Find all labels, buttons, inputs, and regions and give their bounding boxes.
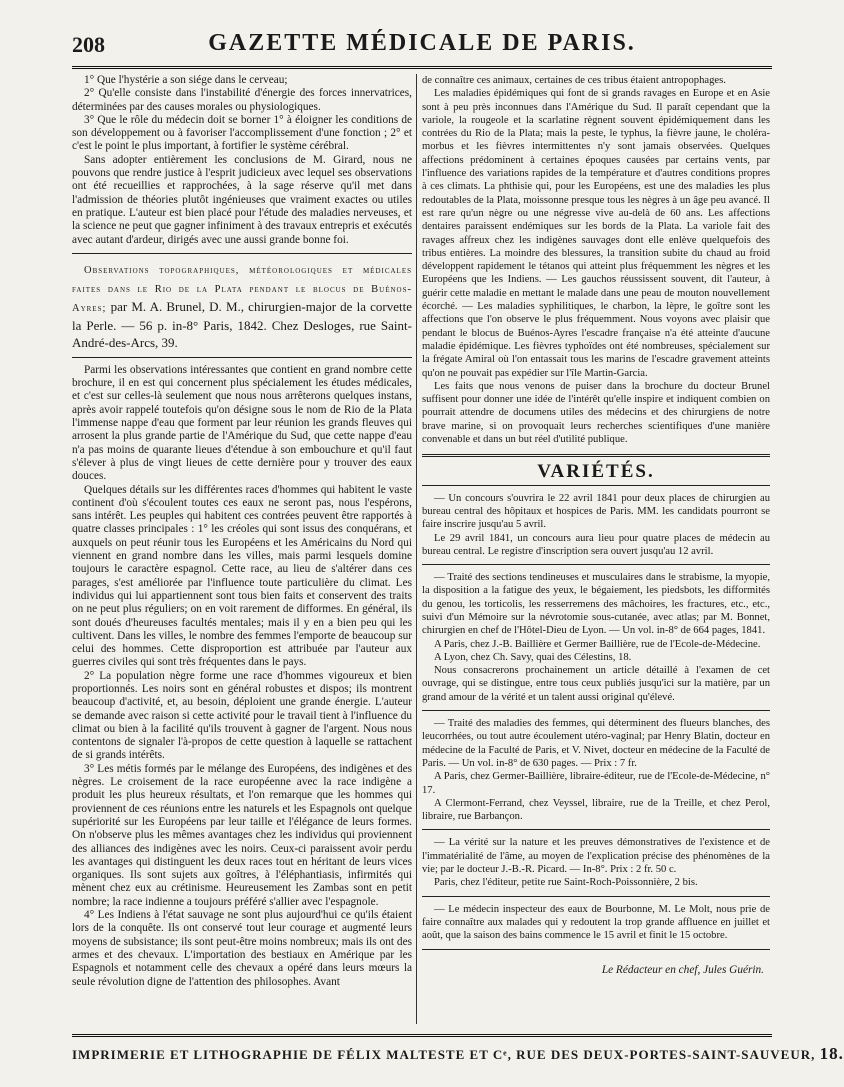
header-rule (72, 66, 772, 71)
paragraph: Quelques détails sur les différentes races d'hommes qui habitent le vaste continent d'où s'écoulent toutes ces eaux ne seront pas, nous l'espérons, sans intérêt. Les peuples qui habitent ces contrées peuvent être rapportés à quatre classes principales : 1° les créoles qui sont issus des conquérans, et auxquels on peut réunir tous les Européens et les Américains du Nord qui viennent en grand nombre dans les villes, mais parmi lesquels domine toujours le caractère espagnol. Cette race, au lieu de s'altérer dans ces parages, s'est améliorée par l'influence toute particulière du climat. Les individus qui lui appartiennent sont tous bien faits et conservent des traits on ne peut plus réguliers; on en voit rarement de difformes. En général, ils sont doués d'heureuses facultés mentales; mais il y en a bien peu qui les cultivent. Dans les villes, le nombre des femmes l'emporte de beaucoup sur celui des hommes. Cette disproportion est attribuée par l'auteur aux guerres civiles qui sont très fréquentes dans le pays. (72, 483, 412, 669)
section-separator (422, 454, 770, 457)
book-notice: — Traité des maladies des femmes, qui déterminent des flueurs blanches, des leucorrhées, ou tout autre écoulement utéro-vaginal; par Henry Blatin, docteur en médecine de la Faculté de Paris, et V. Nivet, docteur en médecine de la Faculté de Paris. — Un vol. in-8° de 630 pages. — Prix : 7 fr. (422, 718, 770, 769)
notice-separator (422, 710, 770, 711)
review-citation: par M. A. Brunel, D. M., chirurgien-major de la corvette la Perle. — 56 p. in-8° Paris, 1842. Chez Desloges, rue Saint-André-des-Arcs, 39. (72, 298, 413, 350)
paragraph: 1° Que l'hystérie a son siége dans le cerveau; (84, 74, 288, 86)
paragraph: 2° La population nègre forme une race d'hommes vigoureux et bien proportionnés. Les noirs sont en général robustes et dispos; ils montrent beaucoup d'activité, et, au besoin, déploient une grande énergie. L'auteur se demande avec raison si cette activité pour le travail tient à l'influence du climat ou bien à la facilité qu'ils trouvent à gagner de l'argent. Nous nous contentons de signaler l'à-propos de cette question à laquelle se rattachent de si grands intérêts. (72, 669, 412, 762)
notice: Le 29 avril 1841, un concours aura lieu pour quatre places de médecin au bureau central. Le registre d'inscription sera ouvert jusqu'au 12 avril. (422, 532, 770, 557)
imprint-text: IMPRIMERIE ET LITHOGRAPHIE DE FÉLIX MALTESTE ET Cᵉ, RUE DES DEUX-PORTES-SAINT-SAUVEUR, (72, 1047, 816, 1062)
notice: — Le médecin inspecteur des eaux de Bourbonne, M. Le Molt, nous prie de faire connaître aux malades qui y redoutent la trop grande affluence en juillet et août, que la saison des bains commence le 15 avril et finit le 15 octobre. (422, 903, 770, 942)
notice-separator (422, 564, 770, 565)
book-notice: — La vérité sur la nature et les preuves démonstratives de l'existence et de l'immatérialité de l'âme, au moyen de l'explication précise des phénomènes de la vie; par le docteur J.-B.-R. Picard. — In-8°. Prix : 2 fr. 50 c. (422, 837, 770, 876)
notice: — Un concours s'ouvrira le 22 avril 1841 pour deux places de chirurgien au bureau central des hôpitaux et hospices de Paris. MM. les candidats pourront se faire inscrire jusqu'au 5 avril. (422, 492, 770, 531)
journal-title: GAZETTE MÉDICALE DE PARIS. (208, 30, 636, 56)
printer-imprint (72, 1044, 844, 1064)
notice: A Lyon, chez Ch. Savy, quai des Célestins, 18. (434, 651, 632, 663)
column-divider (416, 74, 417, 1024)
notice-separator (422, 949, 770, 950)
page-header (72, 30, 772, 62)
paragraph: Parmi les observations intéressantes que contient en grand nombre cette brochure, il en est qui concernent plus spécialement les études médicales, et c'est sur celles-là seulement que nous nous arrêterons quelques instans, après avoir rappelé toutefois qu'on désigne sous le nom de Rio de la Plata l'immense nappe d'eau que forment par leur réunion les grands fleuves qui arrosent la plus grande partie de l'Amérique du Sud, que cette nappe d'eau n'a pas moins de quarante lieues d'étendue à son embouchure et qu'il faut s'élever à plus de vingt lieues de cette dernière pour y trouver des eaux douces. (72, 363, 412, 483)
paragraph: 2° Qu'elle consiste dans l'instabilité d'énergie des forces innervatrices, déterminées par des causes morales ou physiologiques. (72, 87, 412, 113)
paragraph: 3° Les métis formés par le mélange des Européens, des indigènes et des nègres. Le croisement de la race européenne avec la race indigène a produit les plus heureux résultats, et l'on remarque que les hommes qui proviennent de ces réunions entre les naturels et les Espagnols ont quelque supériorité sur les Européens par leur taille et l'élégance de leurs formes. On n'observe plus les mêmes avantages chez les individus qui proviennent des alliances des indigènes avec les noirs. Ceux-ci paraissent avoir perdu les avantages qui distinguent les deux races tout en héritant de leurs vices organiques. Ils sont sujets aux goîtres, à l'éléphantiasis, infirmités qui mènent chez eux au crétinisme. Heureusement les Zambas sont en petit nombre; la race indienne a toujours préféré s'allier avec l'espagnole. (72, 762, 412, 908)
paragraph: Sans adopter entièrement les conclusions de M. Girard, nous ne pouvons que rendre justice à l'esprit judicieux avec lequel ses observations ont été recueillies et rapprochées, à la sage réserve qu'il met dans l'admission de théories plutôt ingénieuses que vraiment exactes ou utiles en pratique. L'auteur est bien placé pour l'étude des maladies nerveuses, et la science ne peut que gagner infiniment à des travaux entrepris et exécutés avec autant d'ardeur, dirigés avec une aussi grande bonne foi. (72, 153, 413, 246)
paragraph: Les maladies épidémiques qui font de si grands ravages en Europe et en Asie sont à peu près inconnues dans l'Amérique du Sud. Il paraît cependant que la variole, la rougeole et la scarlatine règnent souvent épidémiquement dans les contrées du Rio de la Plata; mais la peste, le typhus, la fièvre jaune, le choléra-morbus et les fièvres intermittentes n'y sont jamais observées. Quelques affections prédominent à certaines époques causées par certains vents, par l'influence des variations rapides de la température et d'autres conditions propres à ces climats. La phthisie qui, pour les Européens, est une des maladies les plus redoutables de la Plata, moissonne presque tous les nègres à un âge peu avancé. Il est rare qu'un nègre ou une négresse vive au-delà de 60 ans. Les affections dentaires paraissent endémiques sur les bords de la Plata. La variole fait des ravages affreux chez les indigènes sauvages dont elle enlève quelquefois des tribus entières. La moindre des blessures, la transition subite du chaud au froid développent rapidement le tétanos qui atteint plus fréquemment les nègres et les Européens que les Indiens. — Les gauchos réussissent souvent, dit l'auteur, à guérir cette maladie en mettant le malade dans une peau de mouton nouvellement écorché. — Les maladies syphilitiques, le charbon, la lèpre, le goître sont les affections que l'on observe le plus fréquemment. Nous voyons avec plaisir que pendant le blocus de Buénos-Ayres l'escadre française n'a été atteinte d'aucune maladie épidémique. Les fièvres typhoïdes ont été nombreuses, spécialement sur la frégate Amiral où l'on entassait tous les marins de l'escadre gravement atteints qu'on ne pouvait pas expédier sur l'île Martin-Garcia. (422, 88, 770, 379)
section-separator (72, 357, 412, 358)
paragraph: 4° Les Indiens à l'état sauvage ne sont plus aujourd'hui ce qu'ils étaient lors de la conquête. Ils ont conservé tout leur courage et augmenté leurs moyens de subsistance; ils sont peut-être moins nombreux; mais ils ont des armes et des chevaux. L'importation des bestiaux en Amérique par les Espagnols et notamment celle des chevaux a opéré dans leurs mœurs la seule révolution digne de l'attention des philosophes. Avant (72, 909, 412, 988)
left-column (72, 74, 412, 1032)
notice: A Paris, chez J.-B. Baillière et Germer Baillière, rue de l'Ecole-de-Médecine. (434, 638, 761, 650)
page-number: 208 (72, 32, 105, 57)
notice: Nous consacrerons prochainement un article détaillé à l'examen de cet ouvrage, qui se distingue, entre tous ceux publiés jusqu'ici sur la matière, par un grand amour de la vérité et un talent aussi original qu'élevé. (422, 665, 770, 703)
section-separator (72, 253, 412, 254)
notice: Paris, chez l'éditeur, petite rue Saint-Roch-Poissonnière, 2 bis. (434, 877, 698, 889)
review-heading (72, 260, 412, 351)
paragraph: de connaître ces animaux, certaines de ces tribus étaient antropophages. (422, 75, 726, 86)
notice-separator (422, 829, 770, 830)
review-title: Observations topographiques, météorologiques et médicales faites dans le Rio de la Plata pendant le blocus de Buénos-Ayres; (72, 264, 412, 314)
imprint-number: 18. (819, 1044, 844, 1063)
notice: A Clermont-Ferrand, chez Veyssel, libraire, rue de la Treille, et chez Perol, libraire, rue Barbançon. (422, 797, 770, 823)
footer-rule (72, 1034, 772, 1037)
paragraph: 3° Que le rôle du médecin doit se borner 1° à éloigner les conditions de son développement ou à favoriser l'accomplissement d'une fonction ; 2° et c'est le point le plus important, à fortifier le système cérébral. (72, 113, 412, 153)
right-column (422, 74, 770, 1032)
paragraph: Les faits que nous venons de puiser dans la brochure du docteur Brunel suffisent pour donner une idée de l'intérêt qu'elle inspire et indiquent combien on pourrait attendre de documens utiles des médecins et des chirurgiens de notre brave marine, si on provoquait leurs recherches scientifiques d'une manière convenable et dans un but réel d'utilité publique. (422, 380, 770, 446)
section-separator (422, 485, 770, 486)
book-notice: — Traité des sections tendineuses et musculaires dans le strabisme, la myopie, la disposition a la fatigue des yeux, le bégaiement, les piedsbots, les difformités du genou, les torticolis, les resserremens des mâchoires, les fractures, etc., etc., suivi d'un Mémoire sur la névrotomie sous-cutanée, avec atlas; par M. Bonnet, chirurgien en chef de l'Hôtel-Dieu de Lyon. — Un vol. in-8° de 664 pages, 1841. (422, 572, 770, 637)
notice-separator (422, 896, 770, 897)
editor-signature: Le Rédacteur en chef, Jules Guérin. (601, 963, 764, 976)
section-title-varietes: VARIÉTÉS. (537, 461, 655, 483)
notice: A Paris, chez Germer-Baillière, libraire-éditeur, rue de l'Ecole-de-Médecine, n° 17. (422, 771, 770, 796)
